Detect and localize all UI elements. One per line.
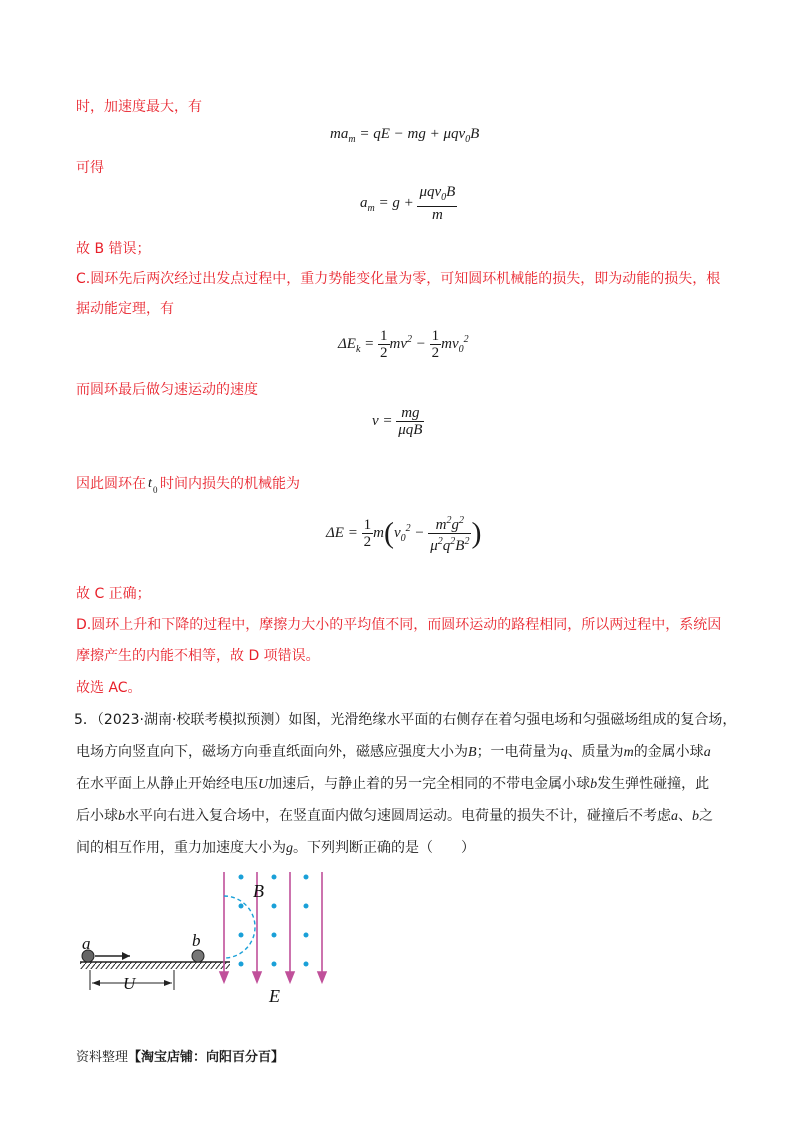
equation-am: $a_m = g$ + $\frac{\mu qv_0B}{m}$ (360, 184, 456, 223)
text-line: 时，加速度最大，有 (76, 99, 202, 115)
text-line: 故 C 正确； (76, 586, 151, 602)
question-line: 间的相互作用，重力加速度大小为g。下列判断正确的是（ ） (76, 840, 475, 856)
text-line: 故 B 错误； (76, 241, 151, 257)
equation-delta-e: ΔE = $\frac{1}{2}$ $m(v_0^2$ − $\frac{m^2g^2}{\mu^2q^2B^2}$ ) (326, 515, 482, 554)
physics-figure (70, 862, 340, 1022)
ground-hatch (80, 962, 230, 969)
question-line: 后小球b水平向右进入复合场中，在竖直面内做匀速圆周运动。电荷量的损失不计，碰撞后不考虑a、b之 (76, 808, 713, 824)
footer: 资料整理【淘宝店铺：向阳百分百】 (76, 1050, 285, 1065)
question-line: 5．（2023·湖南·校联考模拟预测）如图，光滑绝缘水平面的右侧存在着匀强电场和匀强磁场组成的复合场， (74, 712, 737, 728)
ball-b (192, 950, 204, 962)
u-arrow-left (92, 980, 100, 986)
equation-v: v = $\frac{mg}{\text{μqB}}$ (372, 405, 423, 438)
label-U: U (123, 974, 136, 993)
text-line: D.圆环上升和下降的过程中，摩擦力大小的平均值不同，而圆环运动的路程相同，所以两过程中，系统因 (76, 617, 722, 633)
text-line: 据动能定理，有 (76, 301, 174, 317)
text-line: 可得 (76, 160, 104, 176)
text-line: 摩擦产生的内能不相等，故 D 项错误。 (76, 648, 320, 664)
text-line: 而圆环最后做匀速运动的速度 (76, 382, 258, 398)
equation-max-accel: $ma_m$ = qE − mg + μqv$_0$B (330, 126, 480, 145)
text-line: C.圆环先后两次经过出发点过程中，重力势能变化量为零，可知圆环机械能的损失，即为动能的损失，根 (76, 271, 721, 287)
text-line: 因此圆环在 t 0 时间内损失的机械能为 (76, 476, 300, 495)
question-line: 在水平面上从静止开始经电压U加速后，与静止着的另一完全相同的不带电金属小球b发生弹性碰撞，此 (76, 776, 710, 792)
u-arrow-right (164, 980, 172, 986)
equation-delta-ek: $\Delta E_k$ = $\frac{1}{2}$ $mv^2$ − $\frac{1}{2}$ $mv_0^2$ (338, 328, 469, 361)
label-b: b (192, 931, 201, 950)
label-a: a (82, 934, 91, 953)
label-E: E (269, 986, 280, 1006)
magnetic-field-dots (239, 875, 309, 967)
label-B: B (253, 881, 264, 901)
arrow-a-head (122, 952, 130, 960)
text-line: 故选 AC。 (76, 680, 142, 696)
question-line: 电场方向竖直向下，磁场方向垂直纸面向外，磁感应强度大小为B；一电荷量为q、质量为m的金属小球a (76, 744, 711, 760)
